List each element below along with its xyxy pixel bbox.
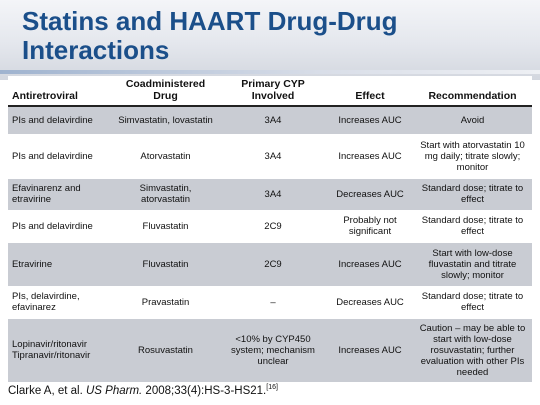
- cell-cyp: 3A4: [219, 178, 327, 210]
- title-line-2: Interactions: [22, 35, 170, 65]
- cell-effect: Increases AUC: [327, 318, 413, 382]
- cell-drug: Fluvastatin: [112, 210, 219, 242]
- cell-recommendation: Start with low-dose fluvastatin and titrate slowly; monitor: [413, 242, 532, 286]
- cell-drug: Fluvastatin: [112, 242, 219, 286]
- cell-effect: Decreases AUC: [327, 178, 413, 210]
- cell-antiretroviral: Etravirine: [8, 242, 112, 286]
- table-header-row: [8, 76, 532, 106]
- cell-drug: Pravastatin: [112, 286, 219, 318]
- cell-recommendation: Avoid: [413, 106, 532, 134]
- cell-antiretroviral: PIs and delavirdine: [8, 134, 112, 178]
- cell-antiretroviral: Lopinavir/ritonavir Tipranavir/ritonavir: [8, 318, 112, 382]
- cell-cyp: 2C9: [219, 210, 327, 242]
- citation-details: 2008;33(4):HS-3-HS21.: [142, 384, 267, 397]
- table-row: [8, 134, 532, 178]
- cell-effect: Increases AUC: [327, 106, 413, 134]
- cell-effect: Probably not significant: [327, 210, 413, 242]
- header-antiretroviral: Antiretroviral: [8, 76, 112, 106]
- table-row: [8, 178, 532, 210]
- header-primary-cyp: Primary CYP Involved: [219, 76, 327, 106]
- cell-drug: Simvastatin, lovastatin: [112, 106, 219, 134]
- table-row: [8, 242, 532, 286]
- cell-effect: Increases AUC: [327, 134, 413, 178]
- slide-title: [22, 7, 398, 65]
- cell-cyp: <10% by CYP450 system; mechanism unclear: [219, 318, 327, 382]
- cell-recommendation: Standard dose; titrate to effect: [413, 286, 532, 318]
- table-row: [8, 286, 532, 318]
- citation-journal: US Pharm.: [85, 384, 143, 397]
- table-row: [8, 106, 532, 134]
- cell-cyp: 3A4: [219, 106, 327, 134]
- cell-recommendation: Caution – may be able to start with low-dose rosuvastatin; further evaluation with other PIs needed: [413, 318, 532, 382]
- cell-drug: Simvastatin, atorvastatin: [112, 178, 219, 210]
- cell-antiretroviral: PIs and delavirdine: [8, 210, 112, 242]
- citation: [8, 384, 278, 397]
- cell-drug: Rosuvastatin: [112, 318, 219, 382]
- table-row: [8, 318, 532, 382]
- cell-effect: Decreases AUC: [327, 286, 413, 318]
- cell-recommendation: Standard dose; titrate to effect: [413, 178, 532, 210]
- citation-authors: Clarke A, et al.: [8, 384, 86, 397]
- header-recommendation: Recommendation: [413, 76, 532, 106]
- title-divider: [0, 70, 540, 74]
- header-effect: Effect: [327, 76, 413, 106]
- cell-antiretroviral: Efavinarenz and etravirine: [8, 178, 112, 210]
- cell-drug: Atorvastatin: [112, 134, 219, 178]
- header-coadministered-drug: Coadministered Drug: [112, 76, 219, 106]
- table-row: [8, 210, 532, 242]
- cell-recommendation: Standard dose; titrate to effect: [413, 210, 532, 242]
- cell-cyp: 2C9: [219, 242, 327, 286]
- cell-antiretroviral: PIs, delavirdine, efavinarez: [8, 286, 112, 318]
- title-line-1: Statins and HAART Drug-Drug: [22, 6, 398, 36]
- interaction-table: [8, 76, 532, 383]
- cell-cyp: –: [219, 286, 327, 318]
- cell-cyp: 3A4: [219, 134, 327, 178]
- cell-effect: Increases AUC: [327, 242, 413, 286]
- cell-recommendation: Start with atorvastatin 10 mg daily; titrate slowly; monitor: [413, 134, 532, 178]
- citation-ref: [16]: [266, 384, 278, 391]
- cell-antiretroviral: PIs and delavirdine: [8, 106, 112, 134]
